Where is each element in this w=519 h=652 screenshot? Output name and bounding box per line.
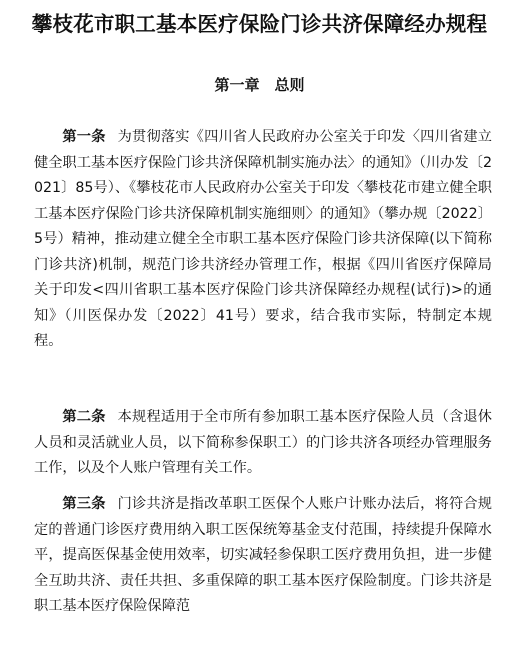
article-2-label: 第二条	[62, 409, 106, 425]
article-1-text: 为贯彻落实《四川省人民政府办公室关于印发〈四川省建立健全职工基本医疗保险门诊共济保障机制实施办法〉的通知》（川办发〔2021〕85号）、《攀枝花市人民政府办公室关于印发〈攀枝花市建立健全职工基本医疗保险门诊共济保障机制实施细则〉的通知》（攀办规〔2022〕5号）精神，推动建立健全全市职工基本医疗保险门诊共济保障(以下简称门诊共济)机制，规范门诊共济经办管理工作，根据《四川省医疗保障局关于印发<四川省职工基本医疗保险门诊共济保障经办规程(试行)>的通知》（川医保办发〔2022〕41号）要求，结合我市实际，特制定本规程。	[34, 129, 492, 349]
document-title: 攀枝花市职工基本医疗保险门诊共济保障经办规程	[31, 12, 488, 36]
article-1-label: 第一条	[62, 129, 106, 145]
article-3-paragraph	[34, 492, 492, 620]
article-1-paragraph	[34, 125, 492, 355]
chapter-title: 第一章 总则	[214, 76, 305, 94]
article-2-text: 本规程适用于全市所有参加职工基本医疗保险人员（含退休人员和灵活就业人员，以下简称参保职工）的门诊共济各项经办管理服务工作，以及个人账户管理有关工作。	[34, 409, 492, 476]
article-2-paragraph	[34, 405, 492, 482]
article-3-label: 第三条	[62, 496, 106, 512]
article-3-text: 门诊共济是指改革职工医保个人账户计账办法后，将符合规定的普通门诊医疗费用纳入职工医保统筹基金支付范围，持续提升保障水平，提高医保基金使用效率，切实减轻参保职工医疗费用负担，进一步健全互助共济、责任共担、多重保障的职工基本医疗保险制度。门诊共济是职工基本医疗保险保障范	[34, 496, 492, 614]
